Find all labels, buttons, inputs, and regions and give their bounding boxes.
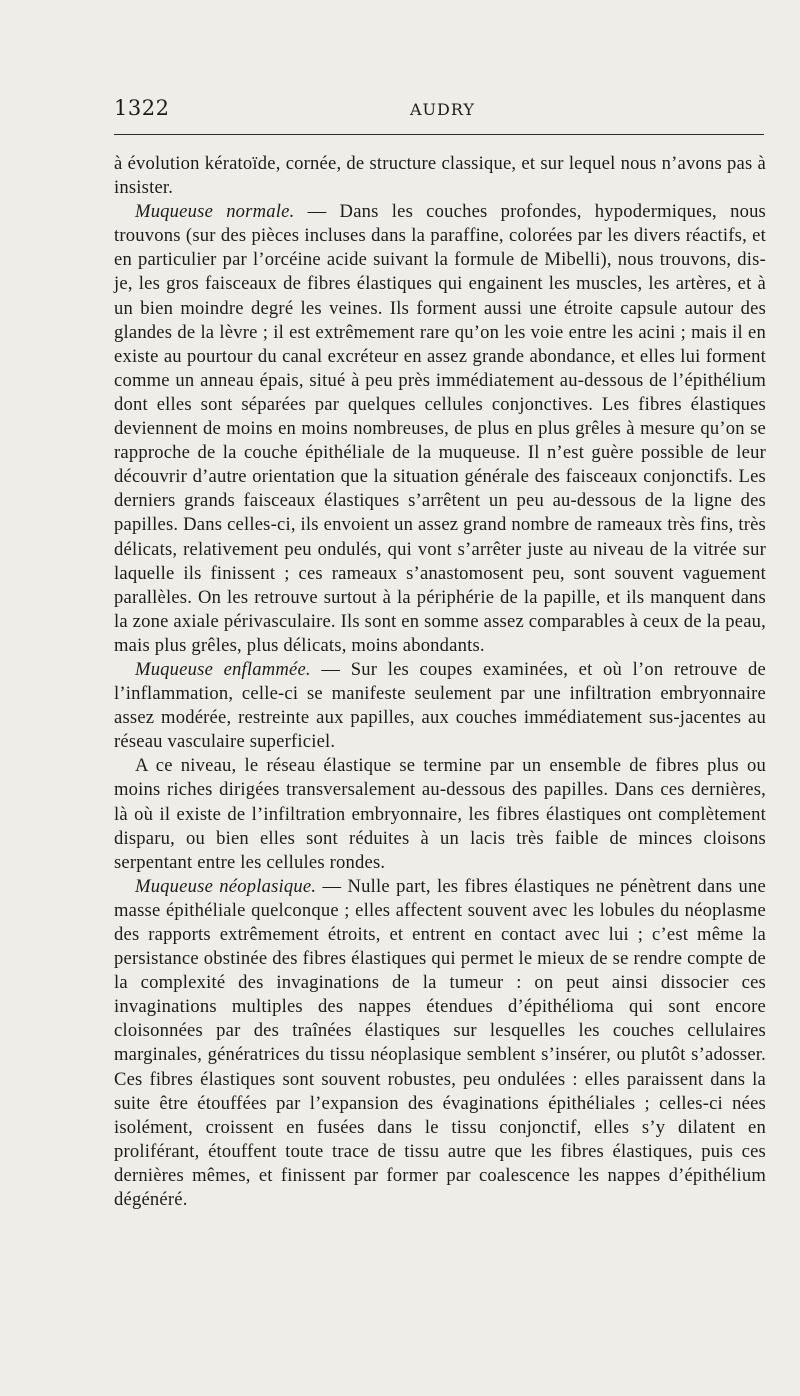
paragraph-5-text: — Nulle part, les fibres élastiques ne pénètrent dans une masse épithéliale quelconque ; elles affectent souvent avec les lobules du néoplasme des rapports extrêmement étroits, et entrent en contact avec lui ; c’est même la persistance obstinée des fibres élastiques qui permet le mieux de se rendre compte de la complexité des invaginations de la tumeur : on peut ainsi dissocier ces invaginations multiples des nappes étendues d’épithélioma qui sont encore cloisonnées par des traînées élastiques sur lesquelles les couches cellulaires marginales, génératrices du tissu néoplasique semblent s’insérer, ou plutôt s’adosser. Ces fibres élastiques sont souvent robustes, peu ondulées : elles paraissent dans la suite être étouffées par l’expansion des évaginations épithéliales ; celles-ci nées isolément, croissent en fusées dans le tissu conjonctif, elles s’y dilatent en proliférant, étouffent toute trace de tissu autre que les fibres élastiques, puis ces dernières mêmes, et finissent par former par coalescence les nappes d’épithélium dégénéré.	[114, 875, 766, 1211]
section-heading-normale: Muqueuse normale.	[135, 201, 295, 223]
paragraph-5	[114, 875, 766, 1212]
running-head: AUDRY	[410, 100, 475, 119]
section-heading-neoplasique: Muqueuse néoplasique.	[135, 875, 317, 897]
paragraph-4-text: A ce niveau, le réseau élastique se termine par un ensemble de fibres plus ou moins riches dirigées transversalement au-dessous des papilles. Dans ces dernières, là où il existe de l’infiltration embryonnaire, les fibres élastiques ont complètement disparu, ou bien elles sont réduites à un lacis très faible de minces cloisons serpentant entre les cellules rondes.	[114, 755, 766, 873]
paragraph-2	[114, 200, 766, 658]
paragraph-2-text: — Dans les couches profondes, hypodermiques, nous trouvons (sur des pièces incluses dans la paraffine, colorées par les divers réactifs, et en particulier par l’orcéine acide suivant la formule de Mibelli), nous trouvons, dis-je, les gros faisceaux de fibres élastiques qui engainent les muscles, les artères, et à un bien moindre degré les veines. Ils forment aussi une étroite capsule autour des glandes de la lèvre ; il est extrêmement rare qu’on les voie entre les acini ; mais il en existe au pourtour du canal excréteur en assez grande abondance, et elles lui forment comme un anneau épais, situé à peu près immédiatement au-dessous de l’épithélium dont elles sont séparées par quelques cellules conjonctives. Les fibres élastiques deviennent de moins en moins nombreuses, de plus en plus grêles à mesure qu’on se rapproche de la couche épithéliale de la muqueuse. Il n’est guère possible de leur découvrir d’autre orientation que la situation générale des faisceaux conjonctifs. Les derniers grands faisceaux élastiques s’arrêtent un peu au-dessous de la ligne des papilles. Dans celles-ci, ils envoient un assez grand nombre de rameaux très fins, très délicats, relativement peu ondulés, qui vont s’arrêter juste au niveau de la vitrée sur laquelle ils finissent ; ces rameaux s’anastomosent peu, sont souvent vaguement parallèles. On les retrouve surtout à la périphérie de la papille, et ils manquent dans la zone axiale périvasculaire. Ils sont en somme assez comparables à ceux de la peau, mais plus grêles, plus délicats, moins abondants.	[114, 201, 767, 656]
paragraph-1	[114, 152, 766, 200]
paragraph-3-text: — Sur les coupes examinées, et où l’on retrouve de l’inflammation, celle-ci se manifeste seulement par une infiltration embryonnaire assez modérée, restreinte aux papilles, aux couches immédiatement sus-jacentes au réseau vasculaire superficiel.	[114, 658, 766, 753]
header-rule	[114, 134, 764, 135]
page-number: 1322	[114, 96, 170, 120]
section-heading-enflammee: Muqueuse enflammée.	[135, 658, 311, 680]
paragraph-1-text: à évolution kératoïde, cornée, de structure classique, et sur lequel nous n’avons pas à insister.	[114, 153, 766, 199]
paragraph-4	[114, 754, 766, 874]
page-header	[114, 96, 764, 128]
paragraph-3	[114, 658, 766, 754]
body-text	[114, 152, 766, 1212]
